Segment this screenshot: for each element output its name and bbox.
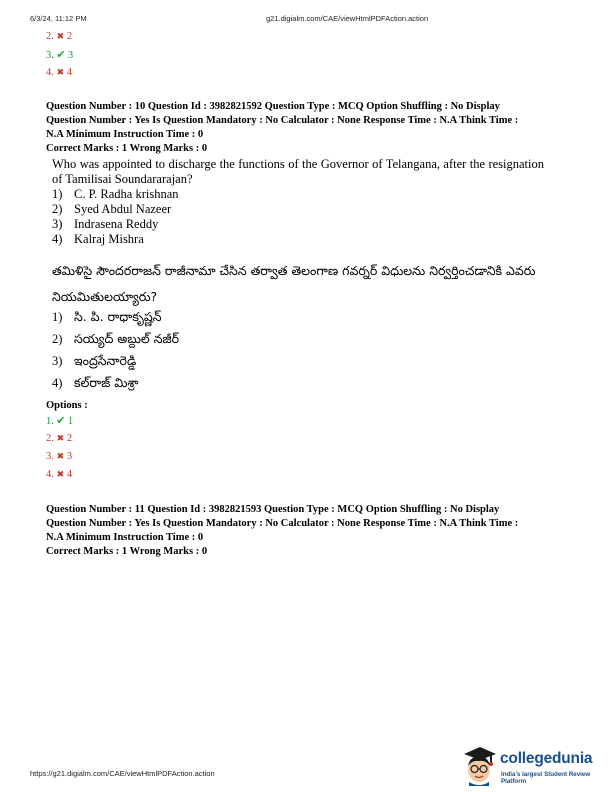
option-item: 3. ✖ 3: [46, 448, 73, 466]
q10-meta-line1: Question Number : 10 Question Id : 3982821592 Question Type : MCQ Option Shuffling : No Display: [46, 101, 500, 112]
q10-choices-te: [52, 306, 179, 394]
logo-brand: collegedunia: [500, 750, 593, 767]
checkmark-icon: ✔: [56, 414, 66, 427]
q10-meta-line2: Question Number : Yes Is Question Mandatory : No Calculator : None Response Time : N.A Think Time :: [46, 115, 519, 126]
q10-question-te-line1: తమిళిసై సౌందరరాజన్ రాజీనామా చేసిన తర్వాత తెలంగాణ గవర్నర్ విధులను నిర్వర్తించడానికి ఎవరు: [52, 263, 536, 278]
page-header: [30, 14, 582, 26]
cross-icon: ✖: [56, 434, 65, 444]
choice-item: 1) C. P. Radha krishnan: [52, 187, 179, 201]
choice-item: 3) ఇంద్రసేనారెడ్డి: [52, 353, 137, 368]
collegedunia-logo: [460, 744, 610, 788]
q11-meta-line2: Question Number : Yes Is Question Mandatory : No Calculator : None Response Time : N.A Think Time :: [46, 518, 519, 529]
option-item-correct: 1. ✔ 1: [46, 412, 73, 430]
choice-item: 4) కల్‌రాజ్ మిశ్రా: [52, 375, 139, 390]
cross-icon: ✖: [56, 32, 65, 42]
q10-choices-en: [52, 187, 179, 247]
mascot-face-icon: [460, 744, 498, 786]
footer-url: https://g21.digialm.com/CAE/viewHtmlPDFAction.action: [30, 769, 215, 778]
q10-meta: [46, 100, 566, 156]
option-item: 2. ✖ 2: [46, 28, 73, 46]
q10-options-list: [46, 412, 73, 484]
cross-icon: ✖: [56, 68, 65, 78]
option-item-correct: 3. ✔ 3: [46, 46, 73, 64]
logo-tagline: India's largest Student Review Platform: [501, 771, 591, 785]
cross-icon: ✖: [56, 470, 65, 480]
q11-meta: [46, 503, 566, 559]
header-url: g21.digialm.com/CAE/viewHtmlPDFAction.action: [266, 14, 429, 23]
choice-item: 3) Indrasena Reddy: [52, 217, 159, 231]
choice-item: 4) Kalraj Mishra: [52, 232, 144, 246]
q10-question-te-line2: నియమితులయ్యారు?: [52, 289, 158, 304]
options-label: Options :: [46, 400, 88, 411]
prev-options-list: [46, 28, 73, 82]
q10-question-en: Who was appointed to discharge the functions of the Governor of Telangana, after the resignation of Tamilisai Soundararajan?: [52, 157, 544, 186]
choice-item: 2) సయ్యద్ అబ్దుల్ నజీర్: [52, 331, 180, 346]
q10-meta-line3: N.A Minimum Instruction Time : 0: [46, 129, 204, 140]
q11-meta-line1: Question Number : 11 Question Id : 3982821593 Question Type : MCQ Option Shuffling : No Display: [46, 504, 500, 515]
choice-item: 1) సి. పి. రాధాకృష్ణన్: [52, 309, 162, 324]
option-item: 4. ✖ 4: [46, 466, 73, 484]
checkmark-icon: ✔: [56, 48, 66, 61]
option-item: 4. ✖ 4: [46, 64, 73, 82]
option-item: 2. ✖ 2: [46, 430, 73, 448]
q10-question-te: [52, 258, 552, 310]
q10-marks: Correct Marks : 1 Wrong Marks : 0: [46, 143, 208, 154]
choice-item: 2) Syed Abdul Nazeer: [52, 202, 172, 216]
print-datetime: 6/3/24, 11:12 PM: [30, 14, 87, 23]
cross-icon: ✖: [56, 452, 65, 462]
q11-marks: Correct Marks : 1 Wrong Marks : 0: [46, 546, 208, 557]
q11-meta-line3: N.A Minimum Instruction Time : 0: [46, 532, 204, 543]
